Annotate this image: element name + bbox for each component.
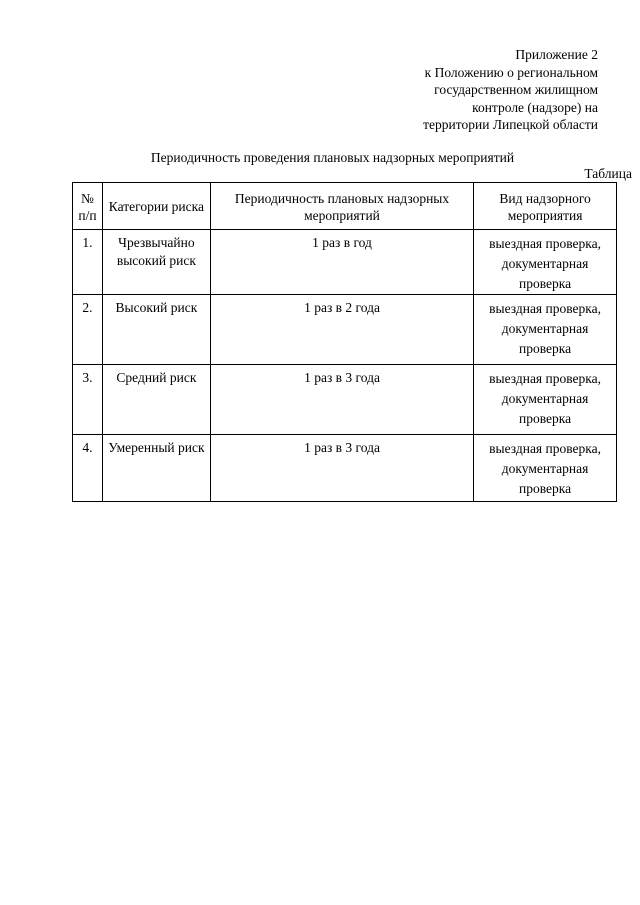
header-category: Категории риска [102,183,210,230]
table-row [73,435,617,502]
row-type: выездная проверка, документарная проверка [474,435,617,502]
table-header-row [73,183,617,230]
row-periodicity: 1 раз в 2 года [210,295,473,365]
row-type: выездная проверка, документарная проверка [474,295,617,365]
table-row [73,365,617,435]
row-category: Средний риск [102,365,210,435]
row-periodicity: 1 раз в 3 года [210,435,473,502]
appendix-line: Приложение 2 [515,47,598,62]
row-category: Чрезвычайно высокий риск [102,230,210,295]
row-periodicity: 1 раз в 3 года [210,365,473,435]
header-type: Вид надзорного мероприятия [474,183,617,230]
table-label: Таблица [584,166,632,181]
row-number: 3. [73,365,103,435]
row-number: 2. [73,295,103,365]
risk-periodicity-table [72,182,617,502]
row-category: Умеренный риск [102,435,210,502]
document-title: Периодичность проведения плановых надзорных мероприятий [150,150,515,165]
appendix-line: государственном жилищном [434,82,598,97]
appendix-note [423,46,598,134]
row-periodicity: 1 раз в год [210,230,473,295]
header-periodicity: Периодичность плановых надзорных мероприятий [210,183,473,230]
appendix-line: к Положению о региональном [424,64,598,80]
row-type: выездная проверка, документарная проверка [474,230,617,295]
appendix-line: контроле (надзоре) на [472,99,598,115]
row-type: выездная проверка, документарная проверка [474,365,617,435]
row-category: Высокий риск [102,295,210,365]
header-number: № п/п [73,183,103,230]
table-row [73,230,617,295]
appendix-line: территории Липецкой области [423,117,598,132]
row-number: 4. [73,435,103,502]
table-row [73,295,617,365]
row-number: 1. [73,230,103,295]
